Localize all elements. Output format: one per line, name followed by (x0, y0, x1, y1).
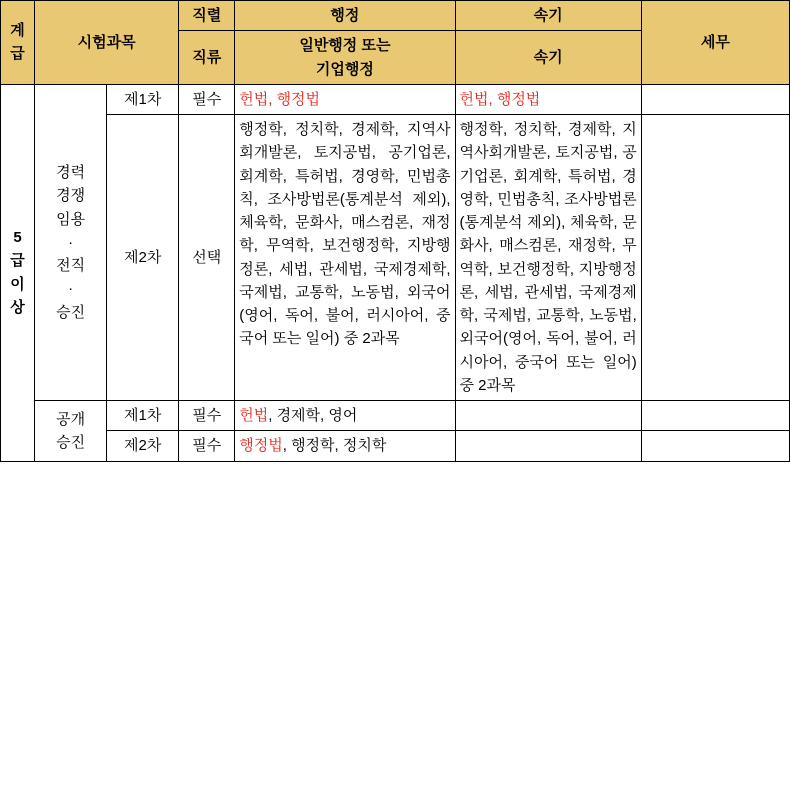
round-cell: 제2차 (107, 431, 179, 461)
type-cell: 필수 (179, 84, 235, 114)
header-class-admin-line2: 기업행정 (315, 60, 374, 78)
round-cell: 제1차 (107, 401, 179, 431)
header-class-admin-line1: 일반행정 또는 (299, 37, 391, 55)
round-cell: 제1차 (107, 84, 179, 114)
admin-highlight-subject: 헌법 (239, 407, 269, 424)
header-series-steno: 속기 (455, 1, 641, 31)
tax-subjects-cell (641, 401, 789, 431)
track-cell-open-promotion: 공개 승진 (35, 401, 107, 462)
tax-subjects-cell (641, 431, 789, 461)
header-series-label: 직렬 (179, 1, 235, 31)
steno-subjects-cell (455, 401, 641, 431)
steno-elective-subjects-cell: 행정학, 정치학, 경제학, 지역사회개발론, 토지공법, 공기업론, 회계학, 특허법, 경영학, 민법총칙, 조사방법론(통계분석 제외), 체육학, 문화사, 매스컴론, 재정학, 무역학, 보건행정학, 지방행정론, 세법, 관세법, 국제경제학, 국제법, 교통학, 노동법, 외국어(영어, 독어, 불어, 러시아어, 중국어 또는 일어) 중 2과목 (455, 115, 641, 401)
table-row (1, 431, 790, 461)
type-cell: 선택 (179, 115, 235, 401)
admin-subjects-cell (235, 84, 455, 114)
admin-subjects-cell (235, 431, 455, 461)
header-subject: 시험과목 (35, 1, 179, 85)
admin-rest-subjects: , 경제학, 영어 (268, 407, 358, 424)
admin-rest-subjects: , 행정학, 정치학 (282, 437, 387, 455)
admin-subjects-cell (235, 401, 455, 431)
type-cell: 필수 (179, 401, 235, 431)
header-series-admin: 행정 (235, 1, 455, 31)
steno-subjects-cell (455, 84, 641, 114)
tax-subjects-cell (641, 115, 789, 401)
table-header-row-1 (1, 1, 790, 31)
header-series-tax: 세무 (641, 1, 789, 85)
header-grade: 계급 (1, 1, 35, 85)
table-row (1, 401, 790, 431)
steno-required-subjects: 헌법, 행정법 (459, 90, 541, 108)
table-row (1, 115, 790, 401)
admin-required-subjects: 헌법, 행정법 (239, 90, 321, 108)
track-cell-career: 경력 경쟁 임용 · 전직 · 승진 (35, 84, 107, 400)
table-row (1, 84, 790, 114)
tax-subjects-cell (641, 84, 789, 114)
header-class-label: 직류 (179, 31, 235, 85)
header-class-steno: 속기 (455, 31, 641, 85)
round-cell: 제2차 (107, 115, 179, 401)
grade-cell-5plus: 5 급 이 상 (1, 84, 35, 461)
header-class-admin (235, 31, 455, 85)
type-cell: 필수 (179, 431, 235, 461)
admin-elective-subjects-cell: 행정학, 정치학, 경제학, 지역사회개발론, 토지공법, 공기업론, 회계학, 특허법, 경영학, 민법총칙, 조사방법론(통계분석 제외), 체육학, 문화사, 매스컴론, 재정학, 무역학, 보건행정학, 지방행정론, 세법, 관세법, 국제경제학, 국제법, 교통학, 노동법, 외국어(영어, 독어, 불어, 러시아어, 중국어 또는 일어) 중 2과목 (235, 115, 455, 401)
steno-subjects-cell (455, 431, 641, 461)
admin-highlight-subject: 행정법 (239, 437, 283, 455)
